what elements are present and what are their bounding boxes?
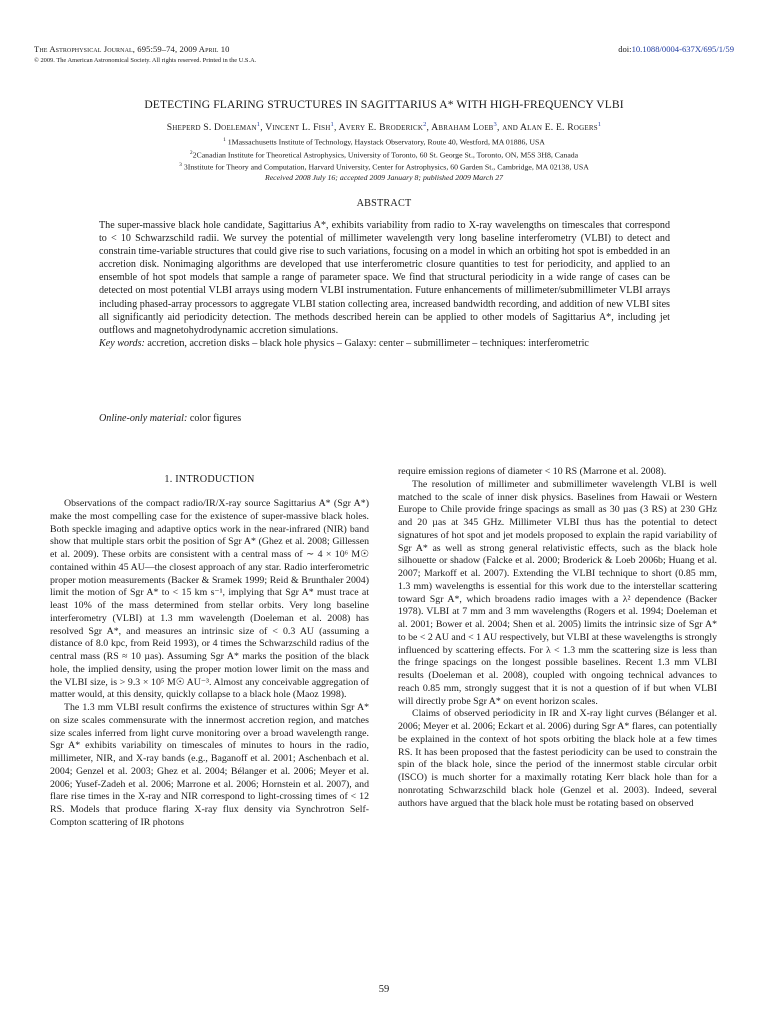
author-name: Vincent L. Fish — [265, 122, 331, 134]
affiliations — [0, 135, 768, 183]
keywords — [99, 337, 670, 350]
left-column — [50, 498, 369, 830]
abstract-heading: ABSTRACT — [356, 198, 412, 209]
affiliation-text: 3Institute for Theory and Computation, Harvard University, Center for Astrophysics, 60 Garden St., Cambridge, MA 02138, USA — [183, 162, 589, 172]
keywords-text: accretion, accretion disks – black hole physics – Galaxy: center – submillimeter – techniques: interferometric — [147, 337, 589, 349]
author-name: Alan E. E. Rogers — [520, 122, 598, 134]
online-material — [99, 413, 241, 424]
running-header — [34, 44, 256, 66]
online-label: Online-only material: — [99, 413, 188, 424]
author-separator: , — [426, 122, 432, 134]
affiliation-marker[interactable]: 1 — [256, 121, 261, 128]
paragraph: Observations of the compact radio/IR/X-ray source Sagittarius A* (Sgr A*) make the most compelling case for the existence of super-massive black holes. Both speckle imaging and adaptive optics work in the near-infrared (NIR) band show that multiple stars orbit the position of Sgr A* (Ghez et al. 2008; Gillessen et al. 2009). These orbits are consistent with a central mass of ∼ 4 × 10⁶ M☉ contained within 45 AU—the closest approach of any star. Radio interferometric proper motion measurements (Backer & Sramek 1999; Reid & Brunthaler 2004) limit the motion of Sgr A* to < 15 km s⁻¹, implying that Sgr A* must trace at least 10% of the mass determined from stellar orbits. Very long baseline interferometry (VLBI) at 1.3 mm wavelength (Doeleman et al. 2008) has resolved Sgr A*, and measures an intrinsic size of < 0.3 AU (assuming a distance of 8.0 kpc, from Reid 1993), or 4 times the Schwarzschild radius of the central mass (RS ≈ 10 µas). Assuming Sgr A* marks the position of the black hole, the implied density, using the proper motion lower limit on the mass and the VLBI size, is > 9.3 × 10⁵ M☉ AU⁻³. Almost any conceivable aggregation of matter would, at this density, quickly collapse to a black hole (Maoz 1998). — [50, 498, 369, 701]
page-number: 59 — [378, 984, 390, 995]
affiliation-number: 2 — [189, 149, 193, 156]
affiliation-line — [0, 160, 768, 173]
affiliation-text: 2Canadian Institute for Theoretical Astrophysics, University of Toronto, 60 St. George St., Toronto, ON, M5S 3H8, Canada — [192, 150, 579, 160]
affiliation-number: 1 — [223, 137, 226, 143]
received-dates: Received 2008 July 16; accepted 2009 January 8; published 2009 March 27 — [264, 172, 504, 182]
paragraph: Claims of observed periodicity in IR and X-ray light curves (Bélanger et al. 2006; Meyer et al. 2006; Eckart et al. 2006) during Sgr A* flares, can potentially be explained in the context of hot spots orbiting the black hole at a few times RS. It has been proposed that the fastest periodicity can be used to constrain the spin of the black hole, since the period of the innermost stable circular orbit (ISCO) is much shorter for a maximally rotating Kerr black hole than for a nonrotating Schwarzschild black hole (Genzel et al. 2003). Indeed, several authors have argued that the black hole must be rotating based on observed — [398, 708, 717, 809]
copyright-notice: © 2009. The American Astronomical Society. All rights reserved. Printed in the U.S.A. — [34, 57, 257, 64]
author-separator: , and — [497, 122, 521, 134]
doi — [618, 44, 734, 54]
keywords-label: Key words: — [99, 337, 145, 349]
affiliation-marker[interactable]: 1 — [330, 121, 334, 128]
affiliation-line — [0, 148, 768, 161]
abstract-body — [99, 219, 670, 350]
author-separator: , — [260, 122, 266, 134]
author-name: Sheperd S. Doeleman — [166, 122, 257, 134]
section-heading: 1. INTRODUCTION — [164, 474, 255, 485]
author-list — [0, 121, 768, 133]
author-separator: , — [333, 122, 339, 134]
journal-citation: The Astrophysical Journal, 695:59–74, 2009 April 10 — [34, 44, 230, 54]
online-text: color figures — [189, 413, 242, 424]
affiliation-marker[interactable]: 1 — [597, 121, 602, 128]
affiliation-line — [0, 135, 768, 148]
affiliation-marker[interactable]: 3 — [493, 121, 497, 128]
author-name: Avery E. Broderick — [338, 122, 424, 134]
paragraph: The resolution of millimeter and submillimeter wavelength VLBI is well matched to the scale of inner disk physics. Baselines from Hawaii or Western Europe to Chile provide fringe spacings as small as 30 µas (3 RS) at 230 GHz and 20 µas at 345 GHz. Millimeter VLBI thus has the potential to detect signatures of hot spot and jet models proposed to explain the rapid variability of Sgr A* as well as strong general relativistic effects, such as the black hole silhouette or shadow (Falcke et al. 2000; Broderick & Loeb 2006b; Huang et al. 2007; Markoff et al. 2007). Extending the VLBI technique to short (0.85 mm, 1.3 mm) wavelengths is essential for this work due to the interstellar scattering toward Sgr A*, which broadens radio images with a λ² dependence (Backer 1978). VLBI at 7 mm and 3 mm wavelengths (Rogers et al. 1994; Doeleman et al. 2001; Bower et al. 2004; Shen et al. 2005) limits the intrinsic size of Sgr A* to be < 2 AU and < 1 AU respectively, but VLBI at these wavelengths is strongly influenced by scattering effects. For λ < 1.3 mm the scattering size is less than the fringe spacings on the longest possible baselines. Recent 1.3 mm VLBI results (Doeleman et al. 2008), coupled with ongoing technical advances to reach 0.85 mm, strongly suggest that it is not a question of if but when VLBI will directly probe Sgr A* on event horizon scales. — [398, 478, 717, 707]
paper-title: DETECTING FLARING STRUCTURES IN SAGITTARIUS A* WITH HIGH-FREQUENCY VLBI — [144, 98, 624, 111]
affiliation-marker[interactable]: 2 — [423, 121, 427, 128]
abstract-text: The super-massive black hole candidate, Sagittarius A*, exhibits variability from radio to X-ray wavelengths on timescales that correspond to < 10 Schwarzschild radii. We survey the potential of millimeter wavelength very long baseline interferometry (VLBI) to detect and constrain time-variable structures that could give rise to such variations, focusing on a model in which an orbiting hot spot is embedded in an accretion disk. Nonimaging algorithms are developed that use interferometric closure quantities to test for periodicity, and applied to an ensemble of hot spot models that sample a range of parameter space. We find that structural periodicity in a wide range of cases can be detected on most potential VLBI arrays using modern VLBI instrumentation. Future enhancements of millimeter/submillimeter VLBI arrays including phased-array processors to aggregate VLBI station collecting area, increased bandwidth recording, and addition of new VLBI sites all significantly aid periodicity detection. The methods described herein can be applied to other models of Sagittarius A*, including jet outflows and magnetohydrodynamic accretion simulations. — [99, 220, 670, 336]
right-column — [398, 466, 717, 810]
paragraph: require emission regions of diameter < 10 RS (Marrone et al. 2008). — [398, 466, 667, 477]
doi-prefix: doi: — [618, 44, 632, 54]
paragraph: The 1.3 mm VLBI result confirms the existence of structures within Sgr A* on size scales commensurate with the innermost accretion region, and matches size scales inferred from light curve monitoring over a broad wavelength range. Sgr A* exhibits variability on timescales of minutes to hours in the radio, millimeter, NIR, and X-ray bands (e.g., Baganoff et al. 2001; Aschenbach et al. 2004; Genzel et al. 2003; Ghez et al. 2004; Bélanger et al. 2006; Meyer et al. 2006; Yusef-Zadeh et al. 2006; Marrone et al. 2006; Hornstein et al. 2007), and flare rise times in the X-ray and NIR correspond to light-crossing times of < 12 RS. Models that produce flaring X-ray flux density via Synchrotron Self-Compton scattering of IR photons — [50, 702, 369, 828]
author-name: Abraham Loeb — [431, 122, 494, 134]
doi-link[interactable]: 10.1088/0004-637X/695/1/59 — [631, 44, 734, 54]
affiliation-number: 3 — [179, 162, 182, 169]
affiliation-text: 1Massachusetts Institute of Technology, Haystack Observatory, Route 40, Westford, MA 01886, USA — [227, 137, 545, 147]
